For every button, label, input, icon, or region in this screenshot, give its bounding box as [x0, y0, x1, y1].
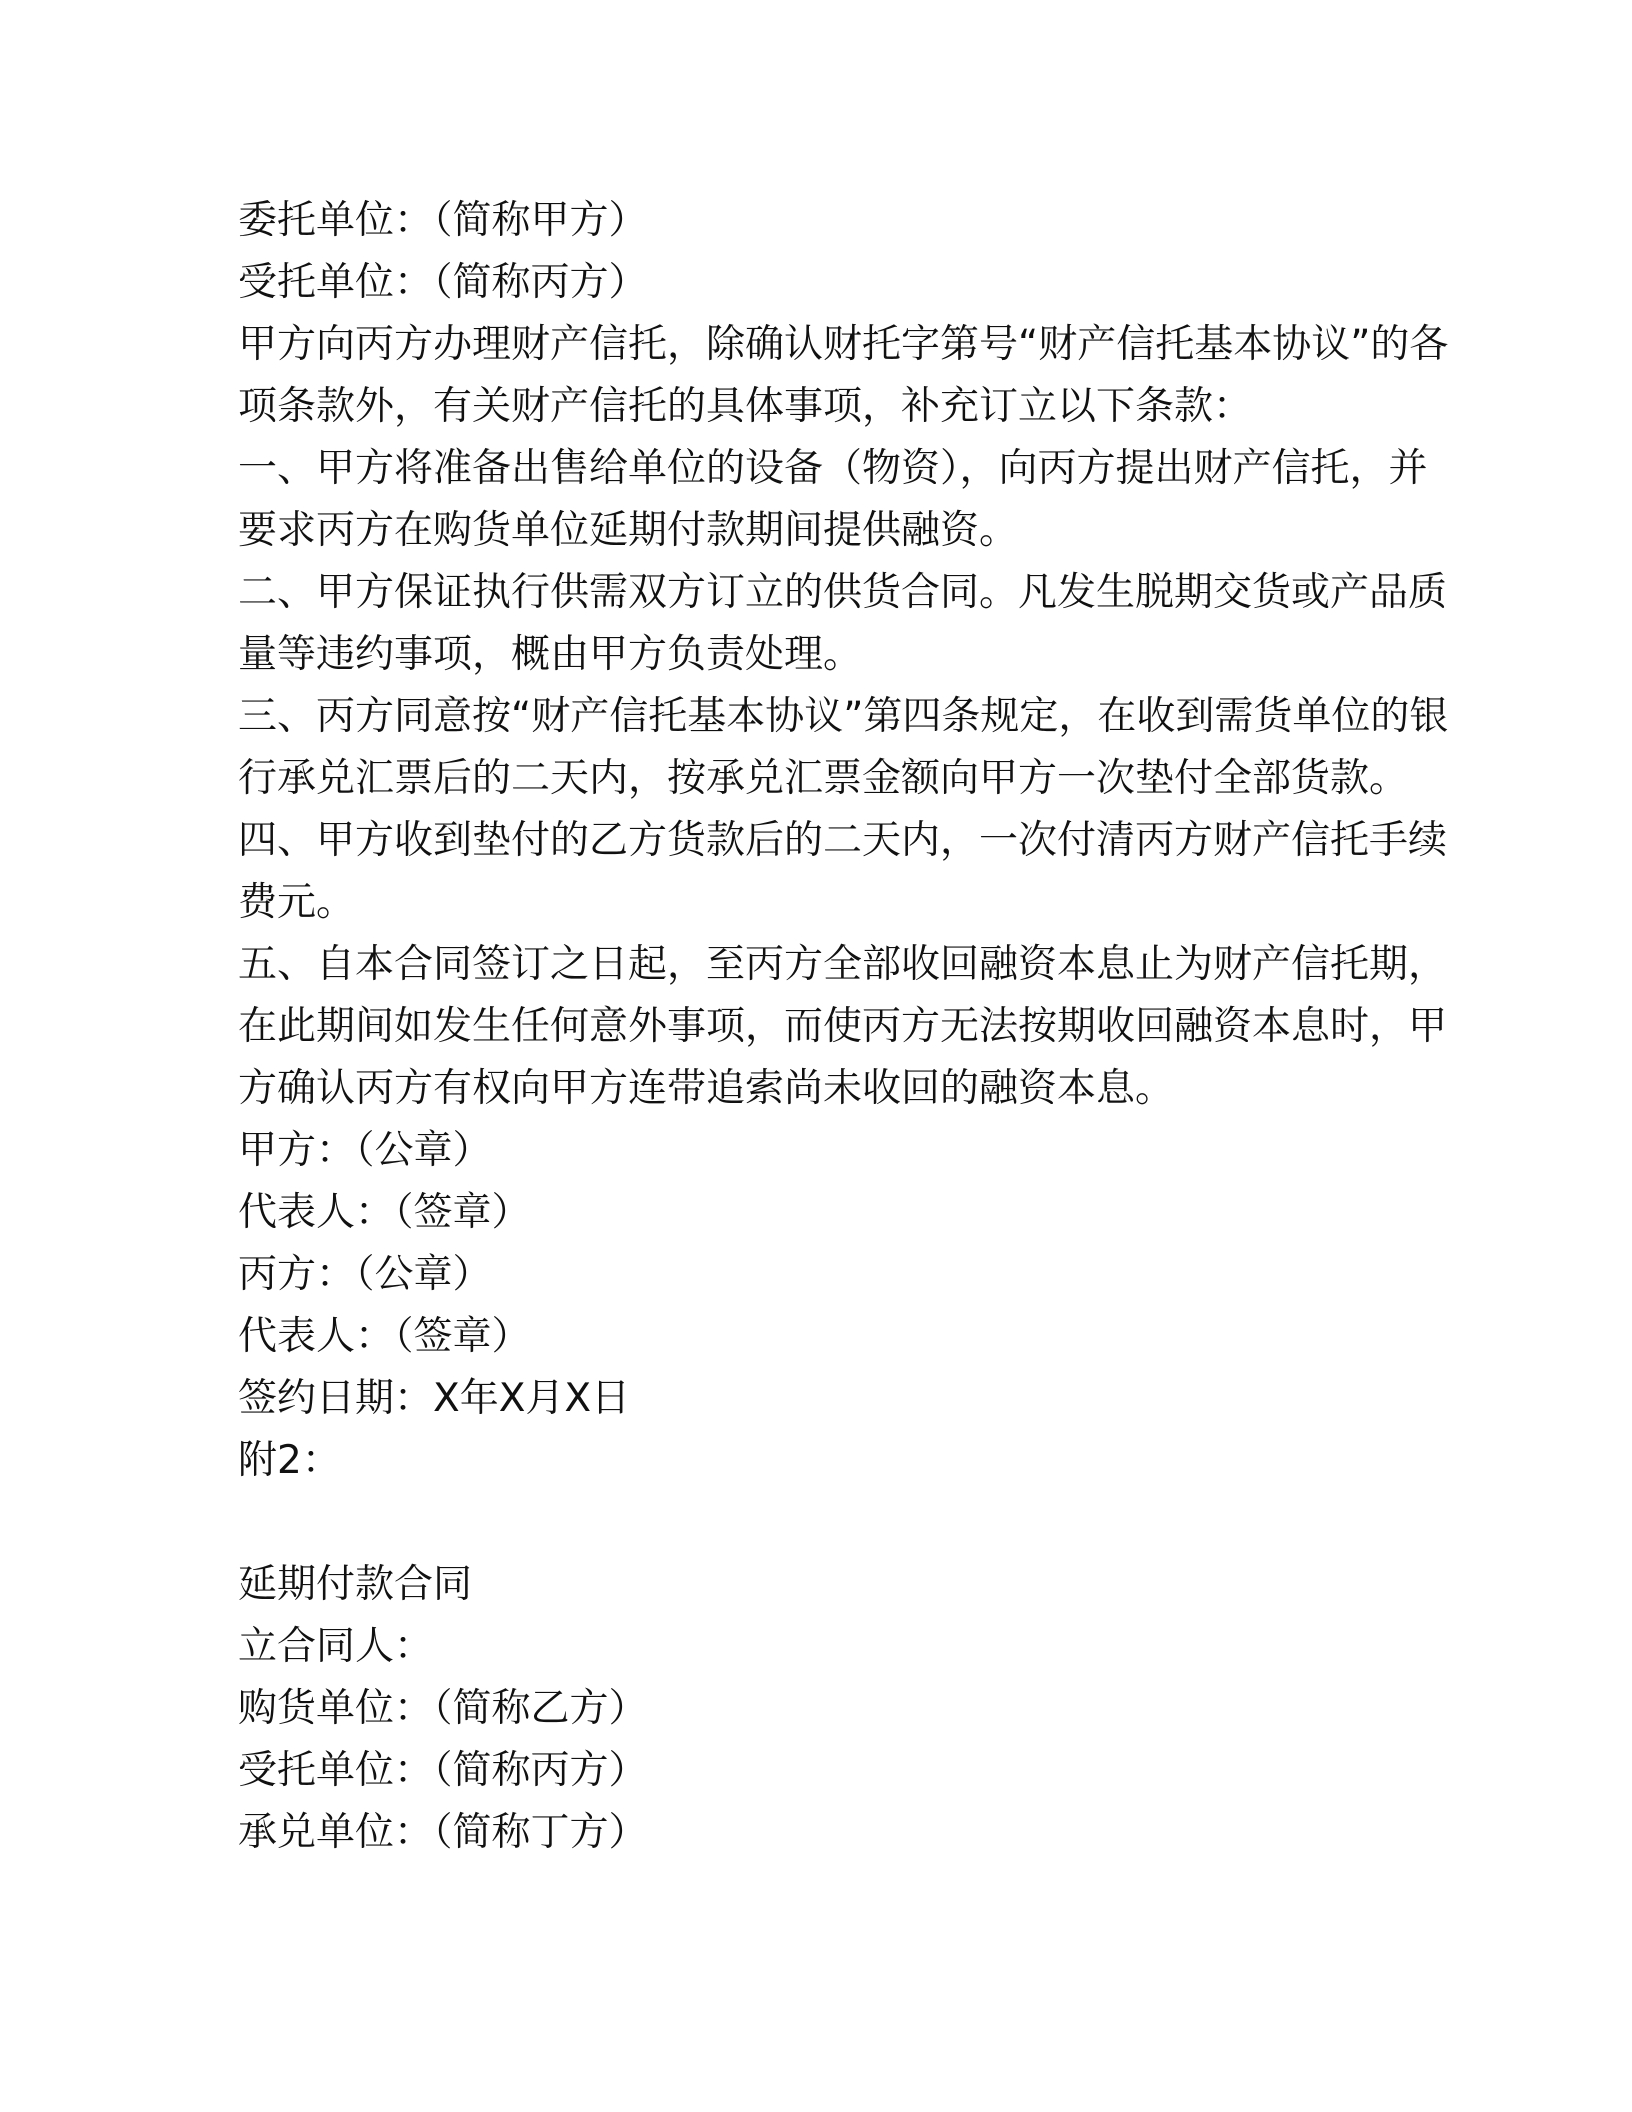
paragraph-line: 要求丙方在购货单位延期付款期间提供融资。	[238, 508, 1019, 553]
paragraph-line: 在此期间如发生任何意外事项，而使丙方无法按期收回融资本息时，甲	[238, 1004, 1448, 1049]
trustee-unit-line-2: 受托单位：（简称丙方）	[238, 1748, 648, 1793]
document-body	[238, 190, 1449, 1864]
paragraph-line: 量等违约事项，概由甲方负责处理。	[238, 632, 863, 677]
clause-2	[238, 562, 1448, 686]
clause-4	[238, 810, 1448, 934]
paragraph-line: 五、自本合同签订之日起，至丙方全部收回融资本息止为财产信托期，	[238, 942, 1448, 987]
blank-spacer	[238, 1492, 1398, 1554]
paragraph-line: 方确认丙方有权向甲方连带追索尚未收回的融资本息。	[238, 1066, 1175, 1111]
attachment-label: 附2：	[238, 1438, 341, 1483]
signing-date-line: 签约日期：X年X月X日	[238, 1376, 631, 1421]
paragraph-line: 四、甲方收到垫付的乙方货款后的二天内，一次付清丙方财产信托手续	[238, 818, 1448, 863]
paragraph-line: 甲方向丙方办理财产信托，除确认财托字第号“财产信托基本协议”的各	[238, 322, 1449, 367]
party-c-seal-line: 丙方：（公章）	[238, 1252, 492, 1297]
trustee-unit-line: 受托单位：（简称丙方）	[238, 260, 648, 305]
clause-5	[238, 934, 1448, 1120]
paragraph-line: 行承兑汇票后的二天内，按承兑汇票金额向甲方一次垫付全部货款。	[238, 756, 1409, 801]
paragraph-line: 三、丙方同意按“财产信托基本协议”第四条规定，在收到需货单位的银	[238, 694, 1449, 739]
paragraph-line: 项条款外，有关财产信托的具体事项，补充订立以下条款：	[238, 384, 1253, 429]
clause-3	[238, 686, 1449, 810]
buyer-unit-line: 购货单位：（简称乙方）	[238, 1686, 648, 1731]
party-a-seal-line: 甲方：（公章）	[238, 1128, 492, 1173]
paragraph-line: 二、甲方保证执行供需双方订立的供货合同。凡发生脱期交货或产品质	[238, 570, 1448, 615]
clause-1	[238, 438, 1428, 562]
paragraph-line: 一、甲方将准备出售给单位的设备（物资），向丙方提出财产信托，并	[238, 446, 1428, 491]
client-unit-line: 委托单位：（简称甲方）	[238, 198, 648, 243]
party-a-representative-line: 代表人：（签章）	[238, 1190, 531, 1235]
paragraph-line: 费元。	[238, 880, 356, 925]
party-c-representative-line: 代表人：（签章）	[238, 1314, 531, 1359]
appendix-title: 延期付款合同	[238, 1562, 473, 1607]
acceptor-unit-line: 承兑单位：（简称丁方）	[238, 1810, 648, 1855]
contracting-parties-line: 立合同人：	[238, 1624, 434, 1669]
intro-paragraph	[238, 314, 1449, 438]
